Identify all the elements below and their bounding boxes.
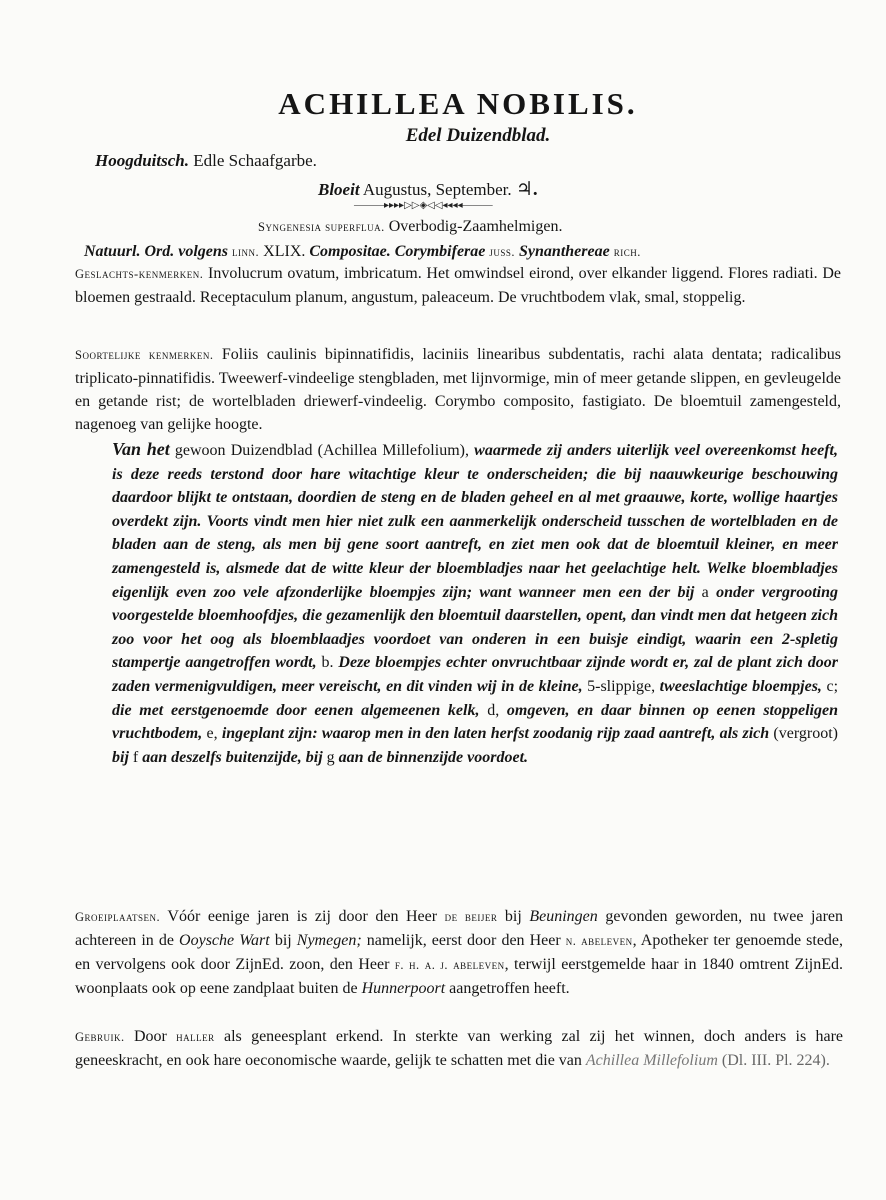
habitat-text: bij bbox=[504, 908, 522, 925]
place-name: Nymegen; bbox=[296, 932, 362, 949]
place-name: Ooysche Wart bbox=[179, 932, 270, 949]
figure-ref: g bbox=[326, 748, 335, 766]
order-number: XLIX. bbox=[263, 243, 306, 260]
author-rich: rich. bbox=[613, 245, 641, 259]
habitat-text: Vóór eenige jaren is zij door den Heer bbox=[167, 908, 438, 925]
notes-text: ingeplant zijn: waarop men in den laten herfst zoodanig rijp zaad aantreft, als zich bbox=[221, 725, 770, 743]
class-latin: Syngenesia superflua. bbox=[258, 220, 385, 234]
notes-text: Deze bloempjes echter onvruchtbaar zijnde wordt er, zal de plant zich door zaden vermenigvuldigen, meer vereischt, en dit vinden wij in de kleine, bbox=[112, 654, 839, 695]
genus-label: Geslachts-kenmerken. bbox=[75, 267, 204, 281]
author-linn: linn. bbox=[232, 245, 260, 259]
ornamental-rule: ———▸▸▸▸▷▷◈◁◁◂◂◂◂——— bbox=[354, 200, 493, 211]
habitat-text: , Apotheker ter genoemde stede, en vervolgens ook door ZijnEd. zoon, den Heer bbox=[75, 932, 844, 973]
figure-ref: d, bbox=[487, 701, 500, 719]
place-name: Beuningen bbox=[529, 908, 598, 925]
use-text: Door bbox=[133, 1028, 167, 1045]
page-title: ACHILLEA NOBILIS. bbox=[278, 86, 638, 121]
author-juss: juss. bbox=[489, 245, 516, 259]
order-corymbiferae: Corymbiferae bbox=[394, 243, 486, 260]
habitat-text: gevonden geworden, nu twee jaren achtereen in de bbox=[75, 908, 844, 949]
use-label: Gebruik. bbox=[75, 1030, 125, 1044]
person-name: f. h. a. j. abeleven bbox=[394, 958, 505, 972]
use-paragraph bbox=[75, 1025, 843, 1072]
common-name-line bbox=[95, 151, 317, 171]
notes-text: gewoon Duizendblad (Achillea Millefolium), bbox=[174, 442, 469, 459]
notes-text: bij bbox=[112, 748, 129, 766]
species-reference: Achillea Millefolium bbox=[585, 1052, 718, 1069]
notes-text: die met eerstgenoemde door eenen algemeenen kelk, bbox=[112, 701, 480, 719]
natural-order-label: Natuurl. Ord. volgens bbox=[84, 243, 229, 260]
habitat-text: , terwijl eerstgemelde haar in 1840 omtrent ZijnEd. woonplaats ook op eene zandplaat buiten de bbox=[75, 956, 844, 997]
figure-ref: c; bbox=[826, 677, 839, 695]
common-name-value: Edle Schaafgarbe. bbox=[193, 151, 317, 170]
species-text: Foliis caulinis bipinnatifidis, laciniis linearibus subdentatis, rachi alata dentata; radicalibus triplicato-pinnatifidis. Tweewerf-vindeelige stengbladen, met lijnvormige, min of meer getande slippen, en gevleugelde en getande rist; de wortelbladen driewerf-vindeelig. Corymbo composito, fastigiato. De bloemtuil zamengesteld, nagenoeg van gelijke hoogte. bbox=[75, 346, 842, 433]
species-characteristics bbox=[75, 343, 841, 436]
notes-text: (vergroot) bbox=[773, 725, 838, 743]
figure-ref: a bbox=[701, 583, 709, 601]
class-dutch: Overbodig-Zaamhelmigen. bbox=[388, 218, 563, 235]
habitat-text: aangetroffen heeft. bbox=[449, 980, 570, 997]
flowering-months: Augustus, September. bbox=[362, 180, 512, 199]
order-synanthereae: Synanthereae bbox=[519, 243, 610, 260]
notes-text: onder vergrooting voorgestelde bloemhoofdjes, die gezamenlijk den bloemtuil daarstellen, opent, dan vindt men dat hetgeen zich zoo voor het oog als bloemblaadjes voordoet van onderen in een buisje eindigt, waarin een 2-spletig stampertje aangetroffen wordt, bbox=[112, 583, 839, 672]
notes-text: 5-slippige, bbox=[587, 677, 656, 695]
perennial-symbol: ♃. bbox=[515, 179, 538, 200]
notes-text: tweeslachtige bloempjes, bbox=[659, 677, 822, 695]
figure-ref: e, bbox=[206, 725, 218, 743]
notes-text: omgeven, en daar binnen op eenen stoppeligen vruchtbodem, bbox=[112, 701, 838, 743]
description-paragraph bbox=[112, 438, 838, 769]
figure-ref: f bbox=[132, 748, 139, 766]
flowering-line bbox=[318, 178, 538, 201]
plate-reference: (Dl. III. Pl. 224). bbox=[721, 1052, 830, 1069]
species-label: Soortelijke kenmerken. bbox=[75, 348, 214, 362]
flowering-label: Bloeit bbox=[318, 180, 360, 199]
notes-text: waarmede zij anders uiterlijk veel overeenkomst heeft, is deze reeds terstond door hare witachtige kleur te onderscheiden; die bij naauwkeurige beschouwing daardoor blijkt te ontstaan, doordien de steng en de bladen geheel en al met graauwe, korte, wollige haartjes overdekt zijn. Voorts vindt men hier niet zulk een aanmerkelijk onderscheid tusschen de wortelbladen en de bladen aan de steng, als men bij gene soort aantreft, en ziet men ook dat de bloemtuil kleiner, en meer zamengesteld is, alsmede dat de witte kleur der bloembladjes naar het geelachtige helt. Welke bloembladjes eigenlijk even zoo vele afzonderlijke bloempjes zijn; want wanneer men een der bij bbox=[112, 442, 839, 601]
use-text: als geneesplant erkend. In sterkte van werking zal zij het winnen, doch anders is hare geneeskracht, en ook hare oeconomische waarde, gelijk te schatten met die van bbox=[75, 1028, 844, 1069]
habitat-text: namelijk, eerst door den Heer bbox=[366, 932, 561, 949]
habitat-paragraph bbox=[75, 905, 843, 1000]
habitat-text: bij bbox=[274, 932, 292, 949]
common-name-label: Hoogduitsch. bbox=[95, 151, 189, 170]
figure-ref: b. bbox=[321, 654, 334, 672]
genus-characteristics bbox=[75, 262, 841, 309]
person-name: n. abeleven bbox=[565, 934, 633, 948]
genus-text: Involucrum ovatum, imbricatum. Het omwindsel eirond, over elkander liggend. Flores radiati. De bloemen gestraald. Receptaculum planum, angustum, paleaceum. De vruchtbodem vlak, smal, stoppelig. bbox=[75, 265, 841, 306]
place-name: Hunnerpoort bbox=[361, 980, 446, 997]
notes-text: aan deszelfs buitenzijde, bij bbox=[142, 748, 323, 766]
linnaean-class-line bbox=[258, 218, 562, 236]
habitat-label: Groeiplaatsen. bbox=[75, 910, 161, 924]
order-compositae: Compositae. bbox=[309, 243, 391, 260]
person-name: haller bbox=[176, 1030, 215, 1044]
notes-text: aan de binnenzijde voordoet. bbox=[338, 748, 529, 766]
page-subtitle: Edel Duizendblad. bbox=[405, 125, 551, 146]
notes-text: Van het bbox=[112, 439, 170, 459]
natural-order-line bbox=[84, 243, 641, 261]
person-name: de beijer bbox=[444, 910, 498, 924]
